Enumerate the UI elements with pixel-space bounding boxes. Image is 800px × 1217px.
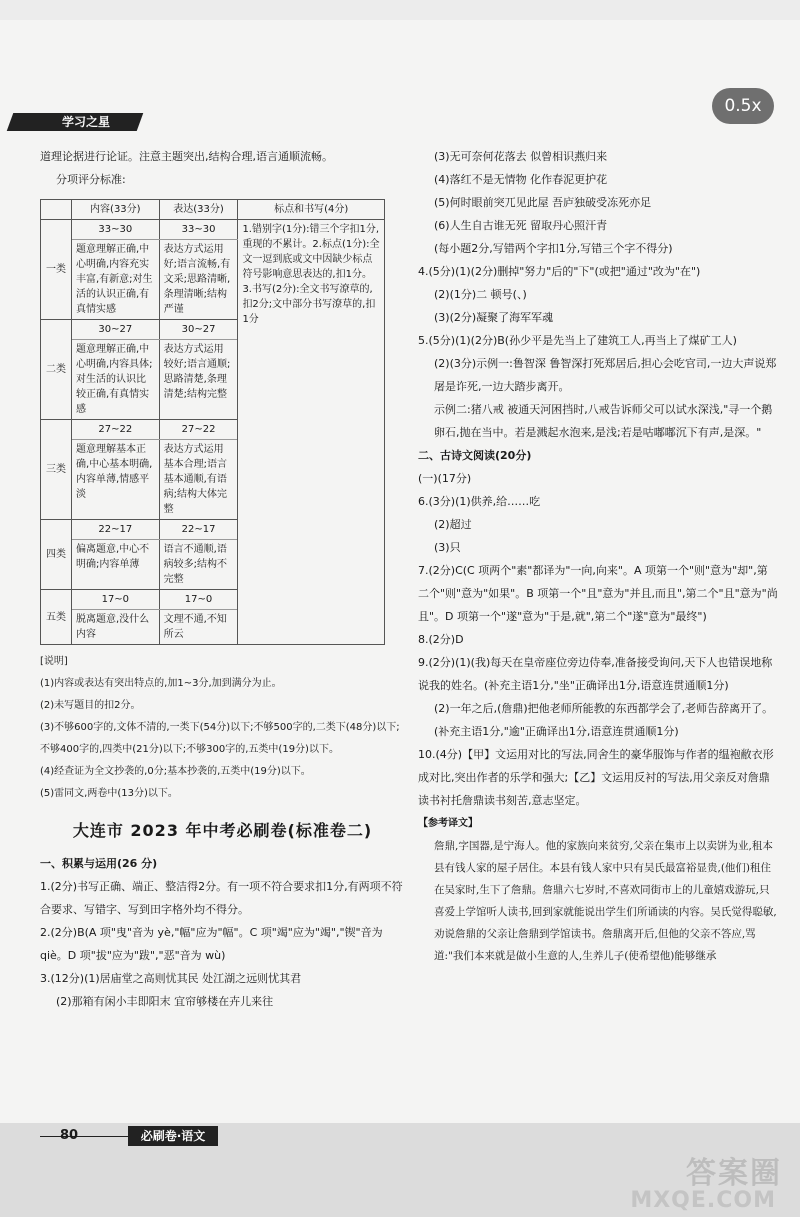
content-cell: 脱离题意,没什么内容 (72, 610, 160, 645)
answer-line: 6.(3分)(1)供养,给……吃 (418, 495, 541, 508)
answer-line: (2)(3分)示例一:鲁智深 鲁智深打死郑居后,担心会吃官司,一边大声说郑屠是诈死,一边大踏步离开。 (434, 357, 777, 393)
class-cell: 二类 (41, 320, 72, 420)
answer-line: (2)一年之后,(詹鼎)把他老师所能教的东西都学会了,老师告辞离开了。(补充主语1分,"逾"正确译出1分,语意连贯通顺1分) (434, 702, 774, 738)
answer-line: 10.(4分)【甲】文运用对比的写法,同舍生的豪华服饰与作者的缊袍敝衣形成对比,突出作者的乐学和强大;【乙】文运用反衬的写法,用父亲反对詹鼎读书衬托詹鼎读书刻苦,意志坚定。 (418, 748, 774, 807)
header-cell: 标点和书写(4分) (238, 200, 385, 220)
class-cell: 三类 (41, 420, 72, 520)
expression-cell: 表达方式运用较好;语言通顺;思路清楚,条理清楚;结构完整 (159, 340, 238, 420)
scoring-table (40, 199, 385, 645)
brand-label: 学习之星 (62, 115, 111, 129)
scoring-label: 分项评分标准: (56, 173, 126, 186)
class-cell: 一类 (41, 220, 72, 320)
expression-cell: 语言不通顺,语病较多;结构不完整 (159, 540, 238, 590)
range-cell: 33~30 (159, 220, 238, 240)
note-line: [说明] (40, 656, 68, 667)
answer-line: 1.(2分)书写正确、端正、整洁得2分。有一项不符合要求扣1分,有两项不符合要求、写错字、写到田字格外均不得分。 (40, 880, 403, 916)
answer-line: 9.(2分)(1)(我)每天在皇帝座位旁边侍奉,准备接受询问,天下人也错误地称说我的姓名。(补充主语1分,"坐"正确译出1分,语意连贯通顺1分) (418, 656, 773, 692)
content-cell: 偏离题意,中心不明确;内容单薄 (72, 540, 160, 590)
expression-cell: 文理不通,不知所云 (159, 610, 238, 645)
left-column (40, 145, 405, 1013)
range-cell: 33~30 (72, 220, 160, 240)
range-cell: 30~27 (72, 320, 160, 340)
top-bar (0, 0, 800, 20)
answer-line: (3)只 (434, 541, 461, 554)
page-number-rule (40, 1136, 130, 1137)
section-heading: 一、积累与运用(26 分) (40, 857, 158, 870)
class-cell: 四类 (41, 520, 72, 590)
playback-speed-button[interactable]: 0.5x (712, 88, 774, 124)
note-line: (1)内容或表达有突出特点的,加1~3分,加到满分为止。 (40, 678, 282, 689)
answer-line: 示例二:猪八戒 被通天河困挡时,八戒告诉师父可以试水深浅,"寻一个鹅卵石,抛在当中。若是溅起水泡来,是浅;若是咕嘟嘟沉下有声,是深。" (434, 403, 773, 439)
right-column (418, 145, 778, 967)
table-header (41, 200, 385, 220)
note-line: (4)经查证为全文抄袭的,0分;基本抄袭的,五类中(19分)以下。 (40, 766, 311, 777)
header-cell: 表达(33分) (159, 200, 238, 220)
answer-line: 4.(5分)(1)(2分)删掉"努力"后的"下"(或把"通过"改为"在") (418, 265, 701, 278)
note-line: (5)雷同文,两卷中(13分)以下。 (40, 788, 178, 799)
page-number: 80 (60, 1128, 79, 1143)
watermark-site: MXQE.COM (630, 1188, 776, 1213)
range-cell: 27~22 (72, 420, 160, 440)
answer-line: (每小题2分,写错两个字扣1分,写错三个字不得分) (434, 242, 673, 255)
note-line: (2)未写题目的扣2分。 (40, 700, 141, 711)
answer-line: (一)(17分) (418, 472, 472, 485)
range-cell: 30~27 (159, 320, 238, 340)
answer-line: 5.(5分)(1)(2分)B(孙少平是先当上了建筑工人,再当上了煤矿工人) (418, 334, 737, 347)
content-cell: 题意理解基本正确,中心基本明确,内容单薄,情感平淡 (72, 440, 160, 520)
section-heading: 二、古诗文阅读(20分) (418, 449, 532, 462)
answer-line: (2)那箱有闲小丰即阳末 宜帘够楼在卉儿来往 (56, 995, 274, 1008)
answer-line: 8.(2分)D (418, 633, 464, 646)
book-title-tag: 必刷卷·语文 (128, 1126, 218, 1146)
content-cell: 题意理解正确,中心明确,内容具体;对生活的认识比较正确,有真情实感 (72, 340, 160, 420)
answer-line: (2)超过 (434, 518, 472, 531)
range-cell: 17~0 (159, 590, 238, 610)
range-cell: 27~22 (159, 420, 238, 440)
header-cell: 内容(33分) (72, 200, 160, 220)
intro-text: 道理论据进行论证。注意主题突出,结构合理,语言通顺流畅。 (40, 150, 333, 163)
class-cell: 五类 (41, 590, 72, 645)
answer-line: (6)人生自古谁无死 留取丹心照汗青 (434, 219, 608, 232)
range-cell: 22~17 (72, 520, 160, 540)
answer-line: (4)落红不是无情物 化作春泥更护花 (434, 173, 608, 186)
answer-line: 3.(12分)(1)居庙堂之高则忧其民 处江湖之远则忧其君 (40, 972, 302, 985)
reference-translation: 詹鼎,字国器,是宁海人。他的家族向来贫穷,父亲在集市上以卖饼为业,租本县有钱人家的屋子居住。本县有钱人家中只有吴氏最富裕显贵,(他们)租住在吴家时,生下了詹鼎。詹鼎六七岁时,不喜欢同街市上的儿童嬉戏游玩,只喜爱上学馆听人读书,回到家就能说出学生们所诵读的内容。吴氏觉得聪敏,劝说詹鼎的父亲让詹鼎到学馆读书。詹鼎离开后,但他的父亲不答应,骂道:"我们本来就是做小生意的人,生养儿子(使希望他)能够继承 (434, 840, 777, 962)
note-line: (3)不够600字的,文体不清的,一类下(54分)以下;不够500字的,二类下(48分)以下;不够400字的,四类中(21分)以下;不够300字的,五类中(19分)以下。 (40, 722, 400, 755)
header-cell (41, 200, 72, 220)
answer-line: (5)何时眼前突兀见此屋 吾庐独破受冻死亦足 (434, 196, 652, 209)
expression-cell: 表达方式运用好;语言流畅,有文采;思路清晰,条理清晰;结构严谨 (159, 240, 238, 320)
answer-line: (2)(1分)二 顿号(、) (434, 288, 527, 301)
range-cell: 22~17 (159, 520, 238, 540)
punctuation-criteria: 1.错别字(1分):错三个字扣1分,重现的不累计。2.标点(1分):全文一逗到底或文中因缺少标点符号影响意思表达的,扣1分。3.书写(2分):全文书写潦草的,扣2分;文中部分书写潦草的,扣1分 (238, 220, 385, 645)
answer-line: (3)(2分)凝聚了海军军魂 (434, 311, 554, 324)
reference-translation-label: 【参考译文】 (418, 818, 478, 829)
range-cell: 17~0 (72, 590, 160, 610)
exam-title: 大连市 2023 年中考必刷卷(标准卷二) (72, 821, 373, 840)
content-cell: 题意理解正确,中心明确,内容充实丰富,有新意;对生活的认识正确,有真情实感 (72, 240, 160, 320)
expression-cell: 表达方式运用基本合理;语言基本通顺,有语病;结构大体完整 (159, 440, 238, 520)
answer-line: 2.(2分)B(A 项"曳"音为 yè,"幅"应为"幅"。C 项"竭"应为"竭","锲"音为 qiè。D 项"拔"应为"跋","恶"音为 wù) (40, 926, 383, 962)
table-row (41, 220, 385, 240)
answer-line: (3)无可奈何花落去 似曾相识燕归来 (434, 150, 608, 163)
watermark-logo: 答案圈 (686, 1156, 782, 1191)
answer-line: 7.(2分)C(C 项两个"素"都译为"一向,向来"。A 项第一个"则"意为"却",第二个"则"意为"如果"。B 项第一个"且"意为"并且,而且",第二个"且"意为"尚且"。D 项第一个"遂"意为"于是,就",第二个"遂"意为"最终") (418, 564, 778, 623)
